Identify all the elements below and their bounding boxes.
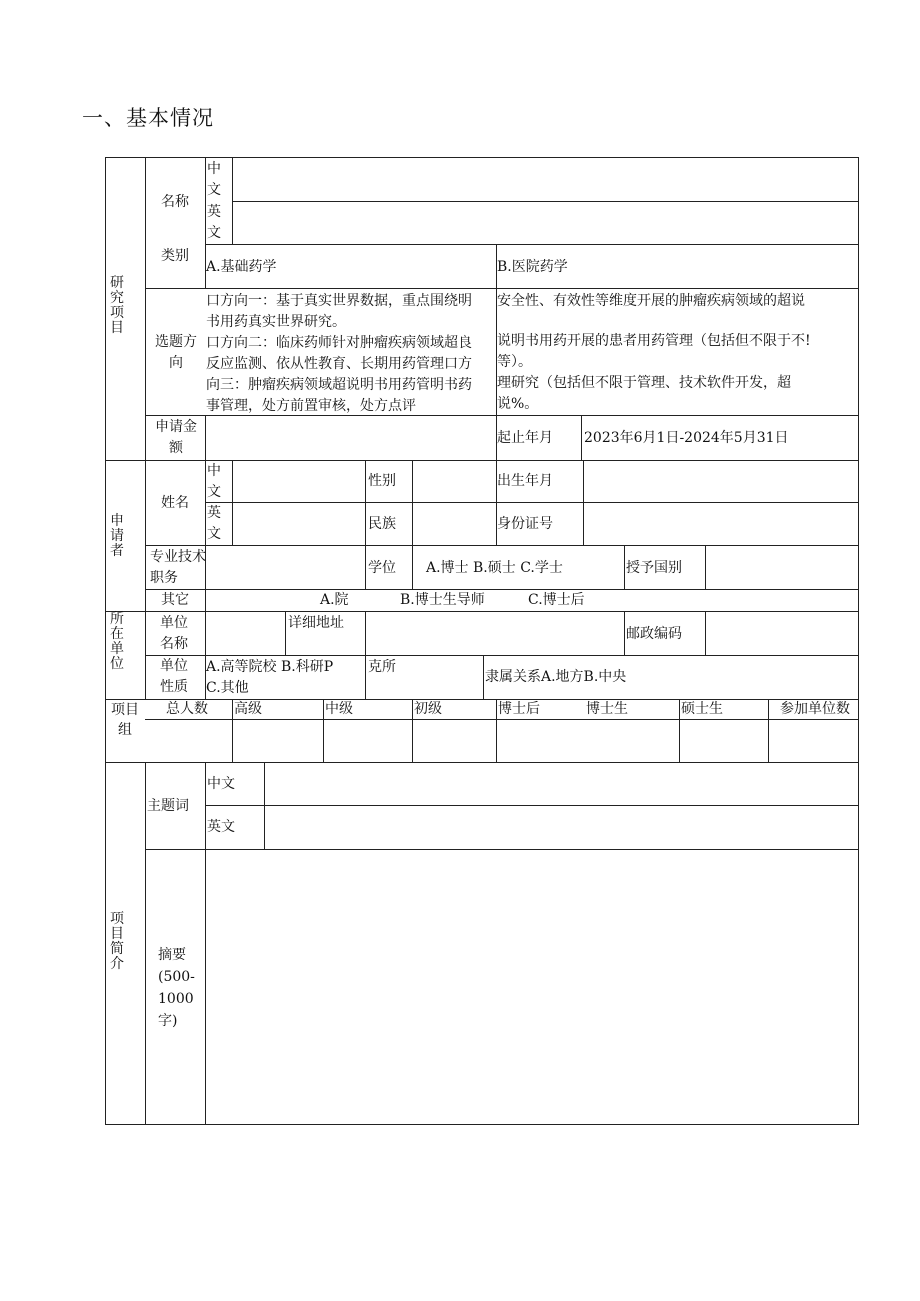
apply-amount-input[interactable]	[206, 416, 496, 460]
unit-name-input[interactable]	[206, 612, 285, 655]
direction-left-1: 口方向一：基于真实世界数据，重点围绕明	[206, 293, 472, 309]
team-master-input[interactable]	[680, 720, 768, 762]
applicant-name-cn-input[interactable]	[233, 461, 365, 502]
direction-right-2: 说明书用药开展的患者用药管理（包括但不限于不!	[497, 333, 811, 349]
affiliation-options[interactable]: 隶属关系A.地方B.中央	[485, 669, 627, 685]
team-postdoc-phd-input[interactable]	[497, 720, 679, 762]
degree-options[interactable]: A.博士 B.硕士 C.学士	[426, 560, 563, 576]
category-option-b[interactable]: B.医院药学	[497, 259, 568, 275]
label-address: 详细地址	[288, 615, 344, 631]
label-abstract-length: (500-1000字)	[158, 969, 195, 1029]
label-apply-amount: 申请金额	[155, 419, 197, 456]
group-unit: 所在单位	[110, 611, 124, 672]
label-postcode: 邮政编码	[626, 626, 682, 642]
keywords-cn-input[interactable]	[265, 763, 858, 805]
group-project-intro: 项目简介	[110, 911, 124, 972]
team-header-junior: 初级	[414, 701, 442, 717]
gender-input[interactable]	[413, 461, 496, 502]
title-input[interactable]	[206, 546, 365, 589]
direction-right-3: 等）。	[497, 354, 532, 370]
project-name-en-input[interactable]	[233, 202, 858, 244]
label-abstract: 摘要	[158, 947, 186, 963]
direction-right-1: 安全性、有效性等维度开展的肿瘤疾病领域的超说	[497, 293, 805, 309]
label-topic-direction: 选题方向	[155, 334, 197, 371]
team-header-postdoc: 博士后	[498, 701, 540, 717]
label-category: 类别	[161, 248, 189, 264]
direction-left-3: 口方向二：临床药师针对肿瘤疾病领域超良	[206, 335, 472, 351]
label-unit-name: 单位名称	[160, 615, 188, 652]
team-header-phd: 博士生	[586, 701, 628, 717]
group-project-team: 项目组	[111, 702, 139, 738]
direction-left-4: 反应监测、依从性教育、长期用药管理口方	[206, 356, 472, 372]
team-total-input[interactable]	[146, 720, 232, 762]
team-senior-input[interactable]	[233, 720, 323, 762]
team-header-units: 参加单位数	[780, 701, 850, 717]
section-title: 一、基本情况	[82, 106, 214, 130]
birth-input[interactable]	[584, 461, 858, 502]
label-keywords-chinese: 中文	[207, 776, 235, 792]
label-ethnicity: 民族	[368, 516, 396, 532]
label-other: 其它	[161, 592, 189, 608]
unit-nature-line1[interactable]: A.高等院校 B.科研P	[206, 659, 334, 675]
direction-right-4: 理研究（包括但不限于管理、技术软件开发，超	[497, 375, 791, 391]
unit-nature-extra: 克所	[368, 659, 396, 675]
label-name: 名称	[161, 194, 189, 210]
label-gender: 性别	[368, 473, 396, 489]
address-input[interactable]	[366, 612, 624, 655]
direction-left-6: 事管理，处方前置审核，处方点评	[206, 398, 416, 414]
label-english: 英文	[207, 204, 221, 241]
team-middle-input[interactable]	[324, 720, 412, 762]
team-header-master: 硕士生	[681, 701, 723, 717]
direction-left-5: 向三：肿瘤疾病领域超说明书用药管明书药	[206, 377, 472, 393]
abstract-textarea[interactable]	[206, 850, 858, 1124]
direction-right-5: 说%。	[497, 396, 539, 412]
project-name-cn-input[interactable]	[233, 158, 858, 201]
category-option-a[interactable]: A.基础药学	[206, 259, 277, 275]
team-header-senior: 高级	[234, 701, 262, 717]
id-number-input[interactable]	[584, 503, 858, 545]
other-option-a[interactable]: A.院	[320, 592, 349, 608]
label-id-number: 身份证号	[497, 516, 553, 532]
label-name-chinese: 中文	[207, 463, 221, 500]
label-keywords-english: 英文	[207, 819, 235, 835]
team-header-middle: 中级	[325, 701, 353, 717]
label-title: 专业技术职务	[150, 549, 206, 586]
label-chinese: 中文	[207, 161, 221, 198]
label-unit-nature: 单位性质	[160, 658, 188, 695]
team-header-total: 总人数	[166, 701, 208, 717]
keywords-en-input[interactable]	[265, 806, 858, 849]
team-units-input[interactable]	[769, 720, 858, 762]
direction-left-2: 书用药真实世界研究。	[206, 314, 346, 330]
grant-country-input[interactable]	[706, 546, 858, 589]
label-name-english: 英文	[207, 505, 221, 542]
team-junior-input[interactable]	[413, 720, 496, 762]
group-research-project: 研究项目	[110, 275, 124, 336]
label-start-end: 起止年月	[497, 430, 553, 446]
other-option-b[interactable]: B.博士生导师	[400, 592, 485, 608]
label-grant-country: 授予国别	[626, 560, 682, 576]
unit-nature-line2[interactable]: C.其他	[206, 680, 249, 696]
applicant-name-en-input[interactable]	[233, 503, 365, 545]
group-applicant: 申请者	[110, 513, 124, 559]
label-keywords: 主题词	[147, 798, 189, 814]
ethnicity-input[interactable]	[413, 503, 496, 545]
other-option-c[interactable]: C.博士后	[528, 592, 585, 608]
label-birth: 出生年月	[497, 473, 553, 489]
label-person-name: 姓名	[161, 495, 189, 511]
postcode-input[interactable]	[706, 612, 858, 655]
label-degree: 学位	[368, 560, 396, 576]
project-period: 2023年6月1日-2024年5月31日	[584, 430, 789, 446]
